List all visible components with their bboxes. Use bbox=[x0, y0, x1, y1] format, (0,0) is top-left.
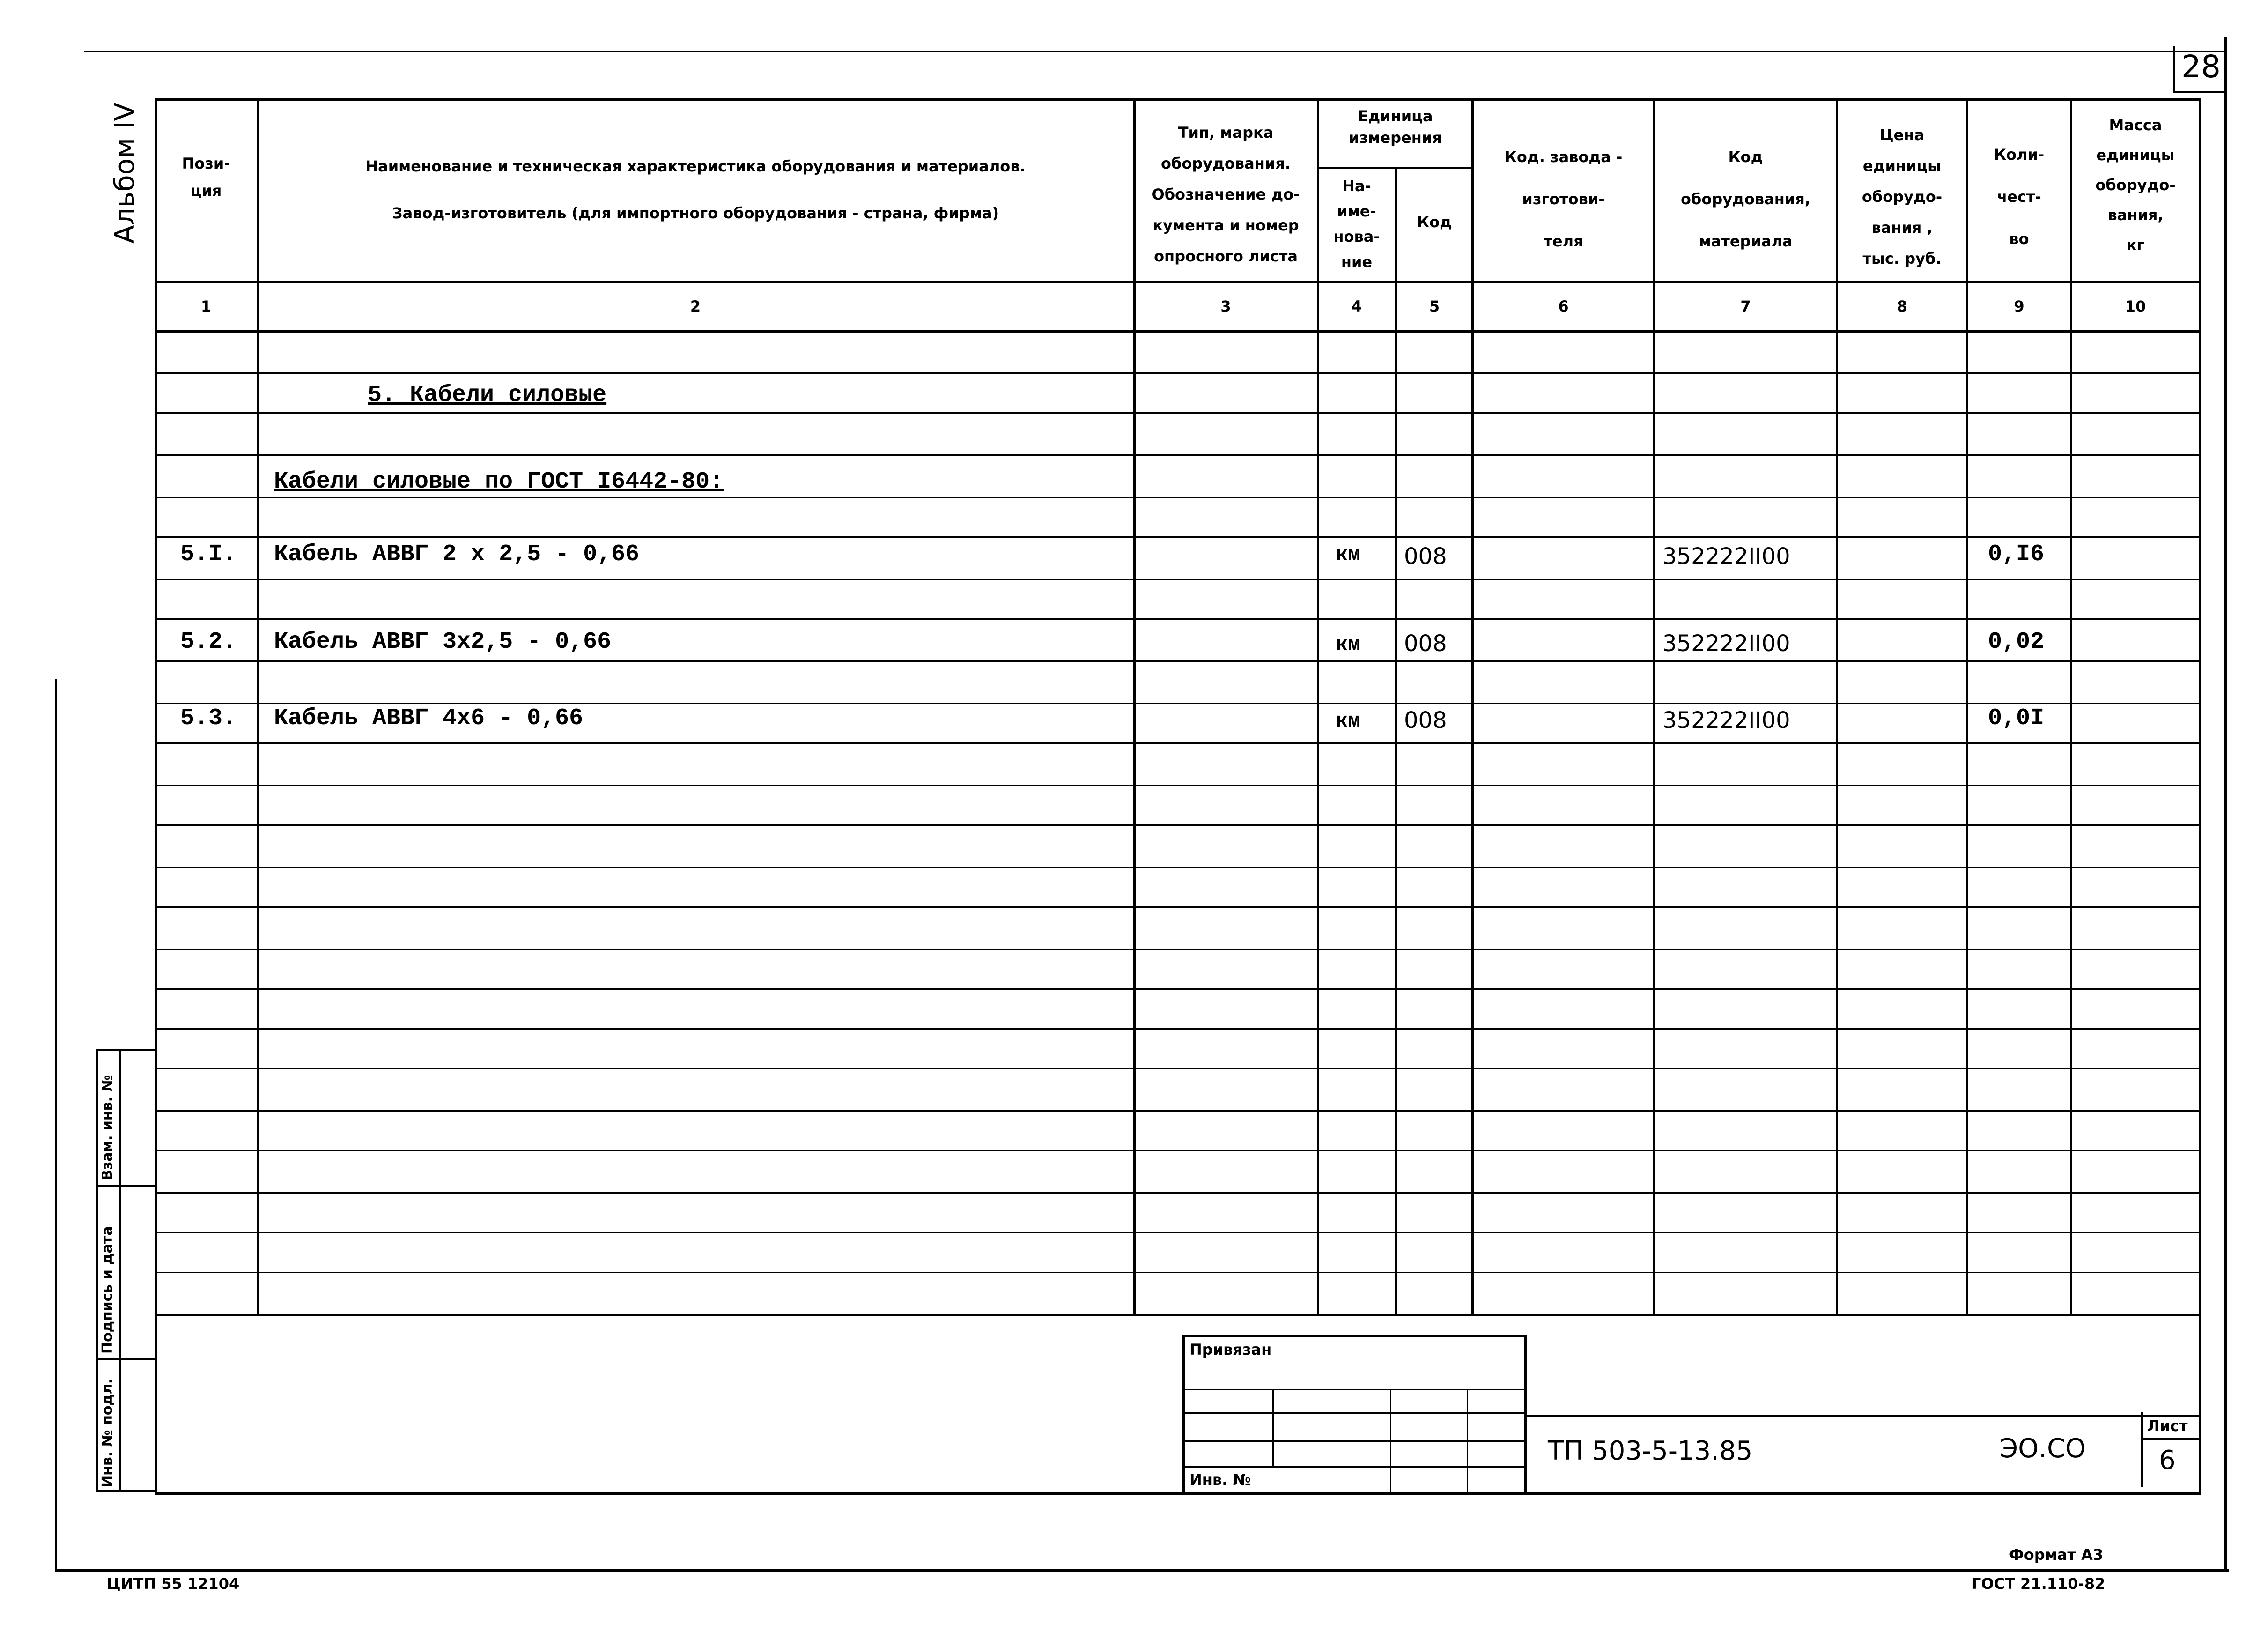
privyazan-label: Привязан bbox=[1189, 1341, 1272, 1358]
row-material-code: 352222II00 bbox=[1662, 707, 1790, 734]
header-unit-code: Код bbox=[1417, 213, 1452, 231]
row-position: 5.I. bbox=[180, 541, 237, 568]
header-unit-name: На- име- нова- ние bbox=[1333, 177, 1380, 271]
col-number-6: 6 bbox=[1558, 297, 1569, 315]
row-unit: км bbox=[1336, 543, 1360, 567]
row-name: Кабель АВВГ 2 х 2,5 - 0,66 bbox=[274, 541, 640, 568]
col-number-4: 4 bbox=[1351, 297, 1362, 315]
row-name: Кабель АВВГ 4х6 - 0,66 bbox=[274, 705, 584, 732]
section-title: 5. Кабели силовые bbox=[368, 382, 607, 408]
sheet-number: 28 bbox=[2181, 49, 2221, 85]
row-position: 5.3. bbox=[180, 705, 237, 732]
header-type: Тип, марка оборудования. Обозначение до- кумента и номер опросного листа bbox=[1152, 124, 1300, 265]
row-position: 5.2. bbox=[180, 629, 237, 655]
inv-number-label: Инв. № bbox=[1189, 1471, 1251, 1489]
footer-format: Формат А3 bbox=[2009, 1546, 2104, 1564]
row-material-code: 352222II00 bbox=[1662, 631, 1790, 657]
row-quantity: 0,0I bbox=[1988, 705, 2045, 732]
row-unit: км bbox=[1336, 710, 1360, 733]
side-label-signature-date: Подпись и дата bbox=[99, 1226, 116, 1354]
header-unit-group: Единица измерения bbox=[1349, 107, 1442, 147]
sheet-value: 6 bbox=[2159, 1445, 2176, 1476]
row-code: 008 bbox=[1404, 631, 1447, 657]
row-quantity: 0,02 bbox=[1988, 629, 2045, 655]
header-price: Цена единицы оборудо- вания , тыс. руб. bbox=[1862, 126, 1943, 267]
header-quantity: Коли- чест- во bbox=[1994, 146, 2045, 248]
row-quantity: 0,I6 bbox=[1988, 541, 2045, 568]
header-material-code: Код оборудования, материала bbox=[1681, 148, 1810, 250]
document-suffix: ЭО.СО bbox=[2000, 1433, 2086, 1464]
section-subtitle: Кабели силовые по ГОСТ I6442-80: bbox=[274, 468, 724, 495]
footer-gost: ГОСТ 21.110-82 bbox=[1972, 1575, 2105, 1593]
col-number-2: 2 bbox=[690, 297, 701, 315]
col-number-1: 1 bbox=[200, 297, 212, 315]
album-label: Альбом IV bbox=[109, 102, 140, 244]
document-code: ТП 503-5-13.85 bbox=[1548, 1436, 1753, 1466]
side-label-original-inv: Инв. № подл. bbox=[99, 1378, 116, 1487]
header-position: Пози- ция bbox=[182, 155, 230, 200]
row-material-code: 352222II00 bbox=[1662, 543, 1790, 570]
side-label-replace-inv: Взам. инв. № bbox=[99, 1075, 116, 1180]
footer-left: ЦИТП 55 12104 bbox=[107, 1575, 240, 1593]
row-code: 008 bbox=[1404, 543, 1447, 570]
header-factory-code: Код. завода - изготови- теля bbox=[1504, 148, 1623, 250]
header-name: Наименование и техническая характеристика оборудования и материалов. Завод-изготовитель (для импортного оборудования - страна, фирма) bbox=[365, 157, 1026, 222]
col-number-7: 7 bbox=[1740, 297, 1751, 315]
sheet-number-box bbox=[2173, 46, 2227, 93]
col-number-3: 3 bbox=[1220, 297, 1231, 315]
row-unit: км bbox=[1336, 633, 1360, 657]
col-number-5: 5 bbox=[1429, 297, 1440, 315]
header-mass: Масса единицы оборудо- вания, кг bbox=[2095, 116, 2176, 254]
col-number-9: 9 bbox=[2014, 297, 2024, 315]
row-code: 008 bbox=[1404, 707, 1447, 734]
col-number-8: 8 bbox=[1897, 297, 1907, 315]
privyazan-block bbox=[1182, 1335, 1527, 1494]
row-name: Кабель АВВГ 3х2,5 - 0,66 bbox=[274, 629, 612, 655]
col-number-10: 10 bbox=[2125, 297, 2146, 315]
sheet-label: Лист bbox=[2147, 1417, 2188, 1435]
